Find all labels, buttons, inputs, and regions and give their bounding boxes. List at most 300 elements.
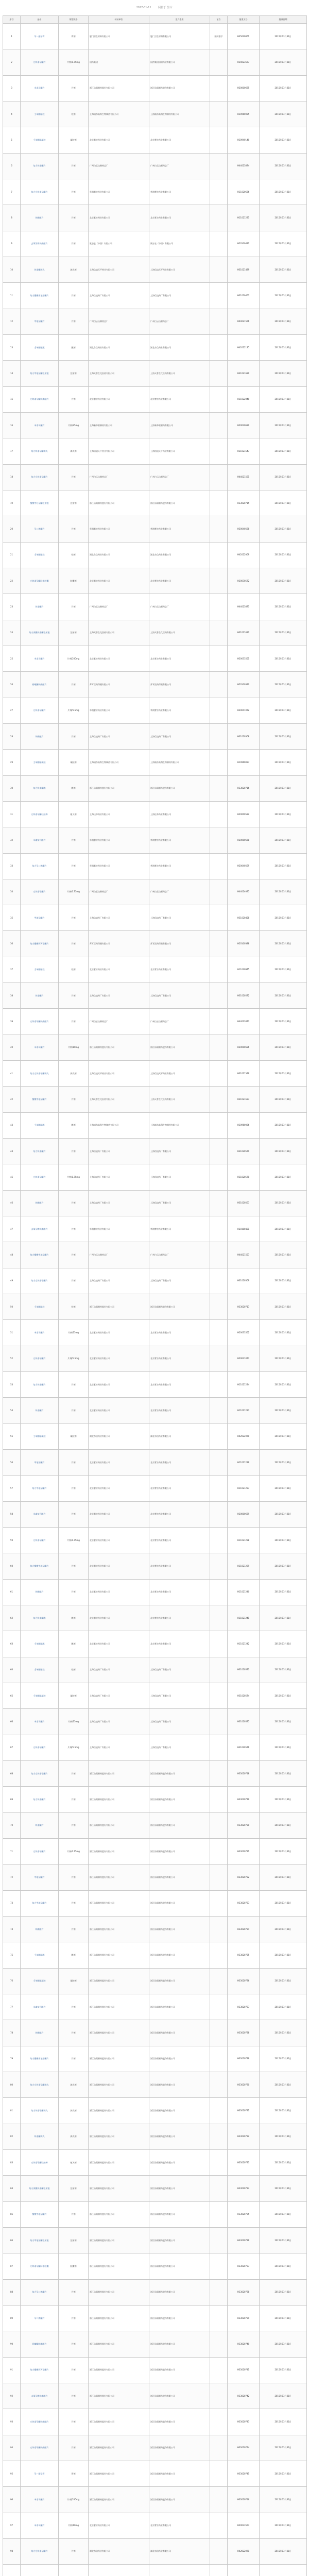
table-cell: 滴丸剂	[59, 2124, 89, 2149]
table-cell: 47	[3, 1216, 21, 1242]
table-cell: 片剂	[59, 827, 89, 853]
table-cell: 注射剂	[59, 361, 89, 386]
table-cell: 北京紫竹药业有限公司	[149, 1501, 210, 1527]
table-cell: H20041072	[228, 698, 260, 723]
drug-list-table	[3, 15, 307, 2576]
table-cell: 注射剂	[59, 2227, 89, 2253]
table-cell: 2015年03月31日	[260, 231, 307, 257]
table-cell: H20000669	[228, 1501, 260, 1527]
table-cell: 左炔诺孕酮炔雌醇片	[21, 2435, 59, 2461]
table-cell: 米非司酮片	[21, 412, 59, 438]
table-cell: 米非司酮片	[21, 1709, 59, 1735]
table-cell: 54	[3, 1398, 21, 1423]
table-cell	[210, 2435, 228, 2461]
table-cell: 上海信谊药厂有限公司	[89, 1190, 149, 1216]
table-cell	[210, 1346, 228, 1371]
table-cell: 壬苯醇醚凝胶	[21, 750, 59, 775]
table-cell: 复方醋酸环丙孕酮片	[21, 931, 59, 957]
table-cell: 左炔诺孕酮炔雌醇片	[21, 1009, 59, 1035]
table-cell: 86	[3, 2227, 21, 2253]
table-cell: 上海信谊药厂有限公司	[149, 723, 210, 749]
table-cell: 片剂	[59, 2357, 89, 2383]
table-cell: 浙江仙琚制药股份有限公司	[89, 1865, 149, 1890]
table-cell: 湖北东信药业有限公司	[89, 334, 149, 360]
table-cell: 广州白云山制药总厂	[89, 879, 149, 905]
table-cell: 2015年03月31日	[260, 438, 307, 464]
table-cell: 上海信谊天平药业有限公司	[89, 438, 149, 464]
table-cell: 甲地孕酮片	[21, 905, 59, 931]
table-cell: 广州白云山制药总厂	[89, 1009, 149, 1035]
table-row	[3, 2227, 307, 2253]
table-cell: 片剂	[59, 723, 89, 749]
table-cell: 广州白云山制药总厂	[89, 309, 149, 334]
table-cell: 10	[3, 257, 21, 282]
table-cell: 栓剂	[59, 1294, 89, 1320]
table-cell	[210, 1398, 228, 1423]
table-cell: 62	[3, 1605, 21, 1631]
table-cell: 上海信谊药厂有限公司	[89, 1735, 149, 1760]
table-cell: 浙江仙琚制药股份有限公司	[149, 2072, 210, 2097]
table-cell: 37	[3, 957, 21, 982]
table-cell: 壬苯醇醚栓	[21, 542, 59, 568]
table-cell: H20030572	[228, 568, 260, 594]
table-cell: 33	[3, 853, 21, 879]
table-cell: 注射剂	[59, 490, 89, 516]
table-cell: 95	[3, 2461, 21, 2486]
table-cell: 片剂	[59, 1916, 89, 1942]
table-cell: 上海天普生化医药有限公司	[89, 620, 149, 646]
table-cell: 复方左炔诺孕酮滴丸	[21, 1061, 59, 1087]
table-cell: 复方醋酸甲地孕酮片	[21, 1242, 59, 1268]
table-cell: 米非司酮片	[21, 1320, 59, 1346]
table-cell: 左炔诺孕酮硅胶棒	[21, 2149, 59, 2175]
table-cell	[210, 1139, 228, 1164]
table-cell: 上海信谊天平药业有限公司	[89, 257, 149, 282]
table-cell: 片剂/0.75mg	[59, 1164, 89, 1190]
table-cell	[210, 1553, 228, 1579]
table-cell: 北京紫竹药业有限公司	[89, 1320, 149, 1346]
table-cell: 注射剂	[59, 620, 89, 646]
table-cell	[210, 438, 228, 464]
table-cell: 浙江仙琚制药股份有限公司	[149, 1968, 210, 1994]
table-cell	[210, 2046, 228, 2072]
table-cell: 2015年03月31日	[260, 1216, 307, 1242]
table-cell: 55	[3, 1423, 21, 1449]
table-cell: 浙江仙琚制药股份有限公司	[149, 2435, 210, 2461]
table-cell: 97	[3, 2513, 21, 2538]
table-cell: 片剂/25mg	[59, 412, 89, 438]
table-cell: 2015年03月31日	[260, 1553, 307, 1579]
table-row	[3, 1605, 307, 1631]
table-cell: 甲地孕酮片	[21, 1450, 59, 1476]
header-cell: 批准文号	[228, 16, 260, 24]
table-cell: 左炔诺孕酮片	[21, 1528, 59, 1553]
table-cell: 浙江仙琚制药股份有限公司	[89, 1787, 149, 1812]
table-cell: 北京紫竹药业有限公司	[149, 1398, 210, 1423]
table-cell: 复方左炔诺孕酮片	[21, 179, 59, 205]
table-cell	[210, 853, 228, 879]
table-cell: 上海天普生化医药有限公司	[149, 1087, 210, 1112]
table-row	[3, 1242, 307, 1268]
table-cell: 片剂	[59, 386, 89, 412]
table-cell: 浙江仙琚制药股份有限公司	[89, 2383, 149, 2409]
table-cell	[210, 231, 228, 257]
table-cell	[210, 1528, 228, 1553]
table-cell	[210, 516, 228, 542]
table-cell: 华润紫竹药业有限公司	[149, 1216, 210, 1242]
table-cell: 北京紫竹药业有限公司	[89, 1398, 149, 1423]
table-cell: 米索前列醇片	[21, 1501, 59, 1527]
table-cell: 片剂	[59, 1398, 89, 1423]
table-cell	[210, 2409, 228, 2435]
table-cell: 片剂/1.5mg	[59, 698, 89, 723]
table-cell: 北京紫竹药业有限公司	[149, 1372, 210, 1398]
table-cell: H10960035	[228, 101, 260, 127]
table-cell: 80	[3, 2072, 21, 2097]
table-cell: 2015年03月31日	[260, 568, 307, 594]
table-cell: 国药集团	[89, 49, 149, 75]
table-cell: 炔诺酮滴丸	[21, 2124, 59, 2149]
table-cell: 米非司酮片	[21, 2513, 59, 2538]
table-cell	[210, 931, 228, 957]
table-cell: H33020727	[228, 1994, 260, 2020]
header-cell: 品名	[21, 16, 59, 24]
table-cell: 片剂/1.5mg	[59, 1346, 89, 1371]
table-cell: 膜剂	[59, 1112, 89, 1138]
table-cell: H33020732	[228, 2124, 260, 2149]
table-row	[3, 1320, 307, 1346]
table-cell: 2015年03月31日	[260, 127, 307, 153]
table-cell: 北京紫竹药业有限公司	[89, 1553, 149, 1579]
table-cell: 北京紫竹药业有限公司	[89, 1631, 149, 1657]
table-cell: H11021241	[228, 1605, 260, 1631]
table-cell: 复方炔诺孕酮滴丸	[21, 438, 59, 464]
table-cell: 左炔诺孕酮片	[21, 698, 59, 723]
table-cell: 片剂	[59, 516, 89, 542]
table-cell: 北京紫竹药业有限公司	[149, 646, 210, 671]
table-cell: 片剂	[59, 2383, 89, 2409]
table-cell: 2015年03月31日	[260, 1683, 307, 1709]
table-cell	[210, 1760, 228, 1786]
table-cell: 左炔诺孕酮片	[21, 1164, 59, 1190]
table-cell: 39	[3, 1009, 21, 1035]
table-row	[3, 1683, 307, 1709]
table-cell: 上海信谊天平药业有限公司	[149, 438, 210, 464]
table-cell: 广州白云山制药总厂	[89, 594, 149, 620]
table-cell: H20100431	[228, 1216, 260, 1242]
table-cell: 华润紫竹药业有限公司	[89, 516, 149, 542]
table-row	[3, 905, 307, 931]
table-cell: 2015年03月31日	[260, 1994, 307, 2020]
table-cell: 华润紫竹药业有限公司	[89, 1216, 149, 1242]
table-cell: 94	[3, 2435, 21, 2461]
table-row	[3, 2149, 307, 2175]
table-cell: 片剂	[59, 1994, 89, 2020]
table-cell: 北京紫竹药业有限公司	[89, 1579, 149, 1605]
table-row	[3, 75, 307, 101]
table-cell: H33020740	[228, 2331, 260, 2357]
table-cell: 2015年03月31日	[260, 101, 307, 127]
table-cell: 2015年03月31日	[260, 879, 307, 905]
table-cell: 栓剂	[59, 1657, 89, 1683]
table-cell: 2015年03月31日	[260, 2072, 307, 2097]
table-cell: 浙江仙琚制药股份有限公司	[89, 2176, 149, 2201]
table-row	[3, 1579, 307, 1605]
table-cell: 上海浦东高科生物制药有限公司	[89, 1112, 149, 1138]
table-cell: 2015年03月31日	[260, 1009, 307, 1035]
table-row	[3, 1112, 307, 1138]
header-cell: 剂型规格	[59, 16, 89, 24]
table-cell: 上海信谊天平药业有限公司	[149, 1061, 210, 1087]
table-cell	[210, 1009, 228, 1035]
table-cell: 40	[3, 1035, 21, 1060]
table-cell: H33020736	[228, 2227, 260, 2253]
table-row	[3, 1994, 307, 2020]
table-cell: 壬苯醇醚凝胶	[21, 1423, 59, 1449]
table-cell: 拜耳医药保健有限公司	[89, 931, 149, 957]
table-cell: 2015年03月31日	[260, 827, 307, 853]
table-cell: 2015年03月31日	[260, 1735, 307, 1760]
table-cell: 上海信谊药厂有限公司	[149, 283, 210, 309]
table-cell	[210, 1812, 228, 1838]
table-cell: 拜耳医药保健有限公司	[149, 672, 210, 698]
table-cell: 壬苯醇醚栓	[21, 1657, 59, 1683]
table-cell	[210, 698, 228, 723]
table-row	[3, 2279, 307, 2305]
table-cell: 滴丸剂	[59, 2098, 89, 2124]
table-cell: 2015年03月31日	[260, 1968, 307, 1994]
table-cell: 浙江仙琚制药股份有限公司	[89, 2409, 149, 2435]
table-cell: 2015年03月31日	[260, 853, 307, 879]
table-cell: 2015年03月31日	[260, 2253, 307, 2279]
table-cell: 片剂/10mg	[59, 1035, 89, 1060]
table-cell: H11021236	[228, 1450, 260, 1476]
table-cell: 46	[3, 1190, 21, 1216]
table-cell	[210, 1631, 228, 1657]
table-cell: 北京紫竹药业有限公司	[149, 1476, 210, 1501]
table-cell: 2015年03月31日	[260, 931, 307, 957]
table-row	[3, 1190, 307, 1216]
table-cell: 浙江仙琚制药股份有限公司	[149, 1787, 210, 1812]
table-cell: H33020718	[228, 1760, 260, 1786]
table-cell: 北京紫竹药业有限公司	[89, 1501, 149, 1527]
table-cell	[210, 879, 228, 905]
table-cell: 湖北东信药业有限公司	[149, 1423, 210, 1449]
table-row	[3, 1035, 307, 1060]
table-cell: H44024095	[228, 879, 260, 905]
table-cell: 浙江仙琚制药股份有限公司	[89, 2149, 149, 2175]
table-cell: H11021242	[228, 1631, 260, 1657]
table-cell: 厦门卫生材料有限公司	[89, 24, 149, 49]
table-cell: 北京紫竹药业有限公司	[89, 127, 149, 153]
table-cell	[210, 1294, 228, 1320]
table-cell: 2015年03月31日	[260, 672, 307, 698]
table-cell: 2015年03月31日	[260, 1398, 307, 1423]
table-cell: H33020733	[228, 2149, 260, 2175]
table-cell: 米非司酮片	[21, 2487, 59, 2513]
table-cell: 2015年03月31日	[260, 542, 307, 568]
table-cell: 上海新华联制药有限公司	[149, 412, 210, 438]
table-cell: 2015年03月31日	[260, 1139, 307, 1164]
table-cell: H33020725	[228, 1942, 260, 1968]
table-cell: 屈螺酮炔雌醇片	[21, 672, 59, 698]
table-cell: 8	[3, 205, 21, 231]
table-row	[3, 49, 307, 75]
table-cell: H33020738	[228, 2279, 260, 2305]
table-cell: H11020945	[228, 957, 260, 982]
table-cell: 壬苯醇醚膜	[21, 1112, 59, 1138]
table-cell: H31020458	[228, 905, 260, 931]
table-cell: 北京紫竹药业有限公司	[149, 386, 210, 412]
table-cell: 2015年03月31日	[260, 334, 307, 360]
table-cell	[210, 957, 228, 982]
table-row	[3, 386, 307, 412]
table-cell: 上海信谊药厂有限公司	[149, 1709, 210, 1735]
table-cell: 炔诺酮片	[21, 1812, 59, 1838]
table-cell: 左炔诺孕酮肠溶胶囊	[21, 568, 59, 594]
table-cell: H33020735	[228, 2201, 260, 2227]
table-cell: 上海信谊药厂有限公司	[149, 1735, 210, 1760]
table-cell: 85	[3, 2201, 21, 2227]
table-cell: 左炔诺孕酮片	[21, 49, 59, 75]
table-cell: 片剂/25mg	[59, 1709, 89, 1735]
table-cell: 片剂	[59, 2435, 89, 2461]
table-cell	[210, 1268, 228, 1294]
table-row	[3, 1476, 307, 1501]
table-cell: 复方甲地孕酮注射液	[21, 361, 59, 386]
table-cell: 广州白云山制药总厂	[89, 153, 149, 179]
table-cell: 2015年03月31日	[260, 75, 307, 101]
table-cell: 2015年03月31日	[260, 179, 307, 205]
table-cell: 上海信谊药厂有限公司	[89, 283, 149, 309]
table-cell	[210, 205, 228, 231]
table-row	[3, 2487, 307, 2513]
table-cell: 上海信谊药厂有限公司	[149, 1139, 210, 1164]
table-cell: 2015年03月31日	[260, 646, 307, 671]
table-row	[3, 1735, 307, 1760]
table-cell: 2015年03月31日	[260, 2279, 307, 2305]
table-cell: H11021240	[228, 1579, 260, 1605]
table-row	[3, 283, 307, 309]
table-cell	[210, 101, 228, 127]
table-cell: 上海信谊药厂有限公司	[89, 983, 149, 1009]
table-cell: 51	[3, 1320, 21, 1346]
table-cell: 96	[3, 2487, 21, 2513]
table-cell: H44023875	[228, 594, 260, 620]
table-cell: 上海浦东高科生物制药有限公司	[89, 750, 149, 775]
table-cell: 2015年03月31日	[260, 750, 307, 775]
table-cell: 上海信谊药厂有限公司	[149, 1657, 210, 1683]
table-cell: H33020721	[228, 1838, 260, 1864]
table-cell: 北京紫竹药业有限公司	[149, 957, 210, 982]
table-cell: 64	[3, 1657, 21, 1683]
table-cell: 69	[3, 1787, 21, 1812]
table-cell: 浙江仙琚制药股份有限公司	[89, 2487, 149, 2513]
table-cell: 66	[3, 1709, 21, 1735]
table-row	[3, 2098, 307, 2124]
table-cell: 片剂	[59, 2331, 89, 2357]
table-cell: 2015年03月31日	[260, 2461, 307, 2486]
table-cell: 植入剂	[59, 2149, 89, 2175]
table-cell: 湖北东信药业有限公司	[149, 334, 210, 360]
table-cell	[210, 2279, 228, 2305]
table-cell: 片剂	[59, 931, 89, 957]
table-row	[3, 568, 307, 594]
table-cell: 片剂	[59, 1476, 89, 1501]
table-cell: 滴丸剂	[59, 2072, 89, 2097]
table-cell: 98	[3, 2538, 21, 2564]
table-cell: 2015年03月31日	[260, 801, 307, 827]
table-cell	[210, 1035, 228, 1060]
table-cell: 浙江仙琚制药股份有限公司	[89, 2435, 149, 2461]
table-cell: 华润紫竹药业有限公司	[89, 853, 149, 879]
table-cell: 浙江仙琚制药股份有限公司	[149, 1916, 210, 1942]
table-cell: 左炔诺孕酮炔雌醚片	[21, 2409, 59, 2435]
table-cell: 北京紫竹药业有限公司	[149, 205, 210, 231]
table-row	[3, 1812, 307, 1838]
table-cell: 34	[3, 879, 21, 905]
table-row	[3, 1087, 307, 1112]
table-row	[3, 1657, 307, 1683]
table-cell: 片剂/0.75mg	[59, 1528, 89, 1553]
table-cell: 片剂/200mg	[59, 2487, 89, 2513]
table-cell: 89	[3, 2305, 21, 2331]
table-cell: 片剂	[59, 1450, 89, 1476]
table-cell: 浙江仙琚制药股份有限公司	[149, 2176, 210, 2201]
table-row	[3, 1553, 307, 1579]
table-cell: 浙江仙琚制药股份有限公司	[149, 1035, 210, 1060]
table-cell: 膏剂	[59, 2461, 89, 2486]
table-cell: 左炔诺孕酮片	[21, 1735, 59, 1760]
table-cell: H33020746	[228, 2487, 260, 2513]
table-cell: 2015年03月31日	[260, 1346, 307, 1371]
table-cell: 浙江仙琚制药股份有限公司	[89, 1994, 149, 2020]
table-cell: 片剂	[59, 2279, 89, 2305]
table-cell: 2015年03月31日	[260, 386, 307, 412]
table-cell: 国药准字	[210, 24, 228, 49]
table-cell: H42022070	[228, 1423, 260, 1449]
table-cell: 浙江仙琚制药股份有限公司	[89, 490, 149, 516]
table-cell: 2015年03月31日	[260, 1942, 307, 1968]
table-cell	[210, 542, 228, 568]
table-cell: 70	[3, 1812, 21, 1838]
table-cell: H35020061	[228, 24, 260, 49]
table-cell: 广州白云山制药总厂	[149, 879, 210, 905]
table-cell: 炔雌醚片	[21, 1579, 59, 1605]
table-cell	[210, 2201, 228, 2227]
table-cell	[210, 1423, 228, 1449]
table-cell: 2015年03月31日	[260, 1242, 307, 1268]
table-cell: 93	[3, 2409, 21, 2435]
table-cell: 浙江仙琚制药股份有限公司	[149, 2253, 210, 2279]
table-cell: 浙江仙琚制药股份有限公司	[89, 2331, 149, 2357]
table-cell: 24	[3, 620, 21, 646]
table-cell	[210, 283, 228, 309]
table-cell	[210, 2538, 228, 2564]
table-cell	[59, 2565, 89, 2576]
table-cell: 2015年03月31日	[260, 1528, 307, 1553]
table-cell: 28	[3, 723, 21, 749]
table-cell: 北京紫竹药业有限公司	[149, 1605, 210, 1631]
table-cell: 32	[3, 827, 21, 853]
table-cell: 48	[3, 1242, 21, 1268]
table-cell: 浙江仙琚制药股份有限公司	[149, 1760, 210, 1786]
table-cell: 广州白云山制药总厂	[149, 594, 210, 620]
table-cell: 上海信谊药厂有限公司	[149, 983, 210, 1009]
table-cell: 华润紫竹药业有限公司	[89, 179, 149, 205]
table-cell: 3	[3, 75, 21, 101]
table-cell	[210, 2149, 228, 2175]
